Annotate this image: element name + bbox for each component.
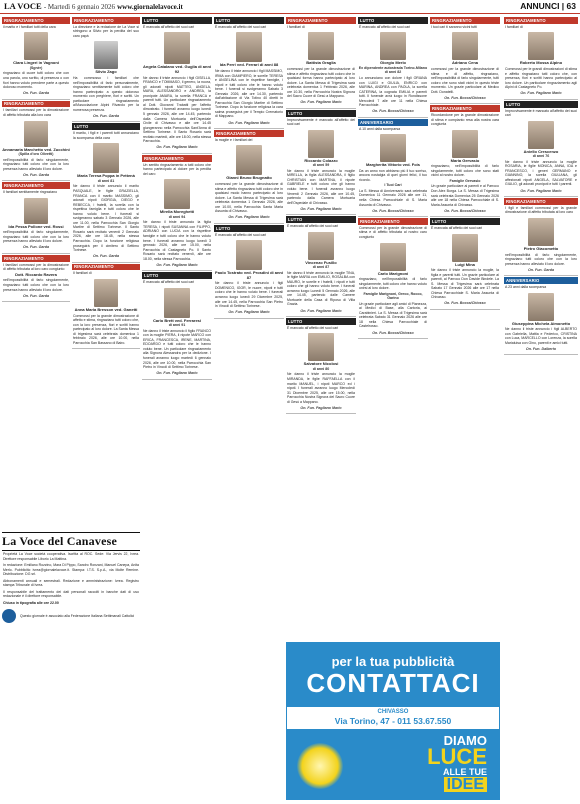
column-7: RINGRAZIAMENTO I tuoi cari ti saranno vicini tutti Adriano Cena commossi per la grande dimostrazione di stima e di affetto, ringraziano, nell'impossibilità di farlo singolarmente, tutti coloro che sono stati vicini in questo triste momento. Un grazie particolare al Medico Dott. Donatelli. On. Fun. Bocca/Chiosso RINGRAZIAMENTO Ricordandone per la grande dimostrazione di stima e compianto resa alla nostra cara congiunta Maria Gervasio ringraziamo, nell'impossibilità di farlo singolarmente, tutti coloro che sono stati vicini al nostro dolore. Famiglie Gervasio Un grazie particolare ai parenti e al Parroco Don Alex Borga. La S. Messa di Trigesima sarà celebrata Domenica 25 Gennaio 2026 alle ore 18 nella Chiesa Parrocchiale di S. Maria Assunta di Chivasso. On. Fun. Bocca/Chiosso LUTTO È mancata all'affetto dei suoi cari Luigi Mina Ne danno il triste annuncio la moglie, la figlia e parenti tutti. Un grazie particolare ai parenti, al Parroco Don Davide Bindele. La S. Messa di Trigesima sarà celebrata Sabato 17 Gennaio 2026 alle ore 17 nella Chiesa Parrocchiale S. Maria Assunta di Chivasso. On. Fun. Bocca/Chiosso — [430, 17, 500, 639]
notice-catalano: È mancata all'affetto dei suoi cari Angela Catalano ved. Guglia di anni 92 Ne danno il triste annuncio i figli GISELLA, FRANCO e TOMMASO, il genero, la nuora, gli adorati nipoti MATTEO, ANGELA, MARA, ALESSANDRO e ANDREA, la pronipote AMARA, la sorella FRANCA e parenti tutti. Un particolare ringraziamento al Dott. Giovanni Trabatti per l'affetto dimostrato. I funerali avranno luogo lunedì 5 gennaio 2026, alle ore 14.45, partendo dalla Camera Mortuaria dell'Ospedale Civile di Chivasso e alle ore 14.45 giungeranno nella Parrocchia Sant'Anna di Settimo Torinese. Il Santo Rosario sarà recitato martedì, alle ore 18.00, nella stessa Parrocchia. On. Fun. Pagliano Mario — [142, 24, 212, 154]
portrait-photo — [452, 32, 478, 60]
column-2: RINGRAZIAMENTO La direzione e la redazione de La Voce si stringono a Silvio per la perdita del suo caro papà Silvio Zago Ha commosso i familiari che nell'impossibilità di farlo personalmente, ringraziano sentitamente tutti coloro che hanno partecipato a questo doloroso momento con preghiere, fiori e scritti. Un particolare ringraziamento all'Associazione Alpini Rivarolo per la numerosa presenza. On. Fun. Garda LUTTO Il marito, i figli e i parenti tutti annunciano la scomparsa della cara Maria Teresa Poppa in Pettenà di anni 81 Ne danno il triste annuncio il marito PASQUALE, le figlie GRAZIELLA, FRANCA con il marito MASSIMO, gli adorati nipoti GIORGIA, DIEGO e REBECCA, i fratelli, la sorella con la rispettiva famiglia e tutti coloro che le hanno voluto bene. I funerali si svolgeranno sabato 3 Gennaio 2026, alle ore 11.00, nella Parrocchia San Giorgio Martire di Settimo Torinese. Il Santo Rosario sarà recitato venerdì 2 Gennaio 2026, alle ore 18.45, nella stessa Parrocchia. Dopo la funzione religiosa proseguirà per il cimitero di Settimo Torinese. On. Fun. Garda RINGRAZIAMENTO Il familiari di Anna Maria Bresson ved. Ganetti Commossi per la grande dimostrazione di affetto e stima, ringraziano tutti coloro che, con la loro presenza, fiori e scritti hanno partecipato al loro dolore. La Santa Messa di trigesima sarà celebrata domenica 1 febbraio 2026, alle ore 10.00, nella Parrocchia San Bassano di Bairo. — [72, 17, 140, 526]
portrait-photo — [528, 121, 554, 149]
notice-mina: È mancata all'affetto dei suoi cari Luigi Mina Ne danno il triste annuncio la moglie, la figlia e parenti tutti. Un grazie particolare ai parenti, al Parroco Don Davide Bindele. La S. Messa di Trigesima sarà celebrata Sabato 17 Gennaio 2026 alle ore 17 nella Chiesa Parrocchiale S. Maria Assunta di Chivasso. On. Fun. Bocca/Chiosso — [430, 225, 500, 310]
portrait-photo — [236, 240, 262, 270]
ad-header: per la tua pubblicità CONTATTACI — [287, 643, 499, 707]
notice-ravera: I familiari commossi per la dimostrazione di affetto tributata al loro caro congiunto Dott. Riccardo Ravera nell'impossibilità di farlo singolarmente, ringraziano tutti coloro che con la loro presenza hanno alleviato il loro dolore. On. Fun. Garda — [2, 262, 70, 302]
notice-mossa: I familiari di Roberto Mossa Alpino Commossi per le grandi dimostrazioni di stima e affetto ringraziano tutti coloro che, con presenza, fiori e scritti hanno partecipato al loro dolore. Un particolare ringraziamento agli Alpini di Castagneto Po. On. Fun. Pagliano Mario — [504, 24, 578, 100]
fisc-badge: Questo giornale è associato alla Federazione Italiana Settimanali Cattolici — [2, 609, 140, 623]
portrait-photo — [93, 143, 119, 173]
notice-poppa: Il marito, i figli e i parenti tutti annunciano la scomparsa della cara Maria Teresa Poppa in Pettenà di anni 81 Ne danno il triste annuncio il marito PASQUALE, le figlie GRAZIELLA, FRANCA con il marito MASSIMO, gli adorati nipoti GIORGIA, DIEGO e REBECCA, i fratelli, la sorella con la rispettiva famiglia e tutti coloro che le hanno voluto bene. I funerali si svolgeranno sabato 3 Gennaio 2026, alle ore 11.00, nella Parrocchia San Giorgio Martire di Settimo Torinese. Il Santo Rosario sarà recitato venerdì 2 Gennaio 2026, alle ore 18.45, nella stessa Parrocchia. Dopo la funzione religiosa proseguirà per il cimitero di Settimo Torinese. On. Fun. Garda — [72, 130, 140, 262]
notice-gervasio: Ricordandone per la grande dimostrazione di stima e compianto resa alla nostra cara congiunta Maria Gervasio ringraziamo, nell'impossibilità di farlo singolarmente, tutti coloro che sono stati vicini al nostro dolore. Famiglie Gervasio Un grazie particolare ai parenti e al Parroco Don Alex Borga. La S. Messa di Trigesima sarà celebrata Domenica 25 Gennaio 2026 alle ore 18 nella Chiesa Parrocchiale di S. Maria Assunta di Chivasso. On. Fun. Bocca/Chiosso — [430, 112, 500, 217]
paper-name: LA VOCE - Martedì 6 gennaio 2026 www.giornalelavoce.it — [4, 1, 183, 12]
notice-graglia: I familiari di Battista Graglia commossi per la grande dimostrazione di stima e affetto ringraziano tutti coloro che in qualsiasi forma hanno partecipato al loro dolore. La Santa Messa di Trigesima sarà celebrata domenica 1 Febbraio 2026, alle ore 10.30, nella Parrocchia Nostra Signora del Sacro Cuore di Gesù a Mappano. On. Fun. Pagliano Mario — [286, 24, 356, 109]
notice-pessa: Il familiari sentitamente ringraziano Ida Pessa Pollone ved. Rossi nell'impossibilità di farlo singolarmente, ringraziano tutti coloro che con la loro presenza hanno alleviato il loro dolore. On. Fun. Garda — [2, 189, 70, 254]
section-header: RINGRAZIAMENTO — [2, 17, 70, 24]
column-3: LUTTO È mancata all'affetto dei suoi cari Angela Catalano ved. Guglia di anni 92 Ne danno il triste annuncio i figli GISELLA, FRANCO e TOMMASO, il genero, la nuora, gli adorati nipoti MATTEO, ANGELA, MARA, ALESSANDRO e ANDREA, la pronipote AMARA, la sorella FRANCA e parenti tutti. Un particolare ringraziamento al Dott. Giovanni Trabatti per l'affetto dimostrato. I funerali avranno luogo lunedì 5 gennaio 2026, alle ore 14.45, partendo dalla Camera Mortuaria dell'Ospedale Civile di Chivasso e alle ore 14.45 giungeranno nella Parrocchia Sant'Anna di Settimo Torinese. Il Santo Rosario sarà recitato martedì, alle ore 18.00, nella stessa Parrocchia. On. Fun. Pagliano Mario RINGRAZIAMENTO Un sentito ringraziamento a tutti coloro che hanno partecipato al dolore per la perdita del caro Mirella Moreghetti di anni 94 Ne danno il triste annuncio la figlia TERESA, i nipoti SUSANNA con FILIPPO, ADRIANO con LUCIA con la rispettive famiglie e tutti coloro che le hanno voluto bene. I funerali avranno luogo lunedì 3 gennaio 2026, alle ore 15.00, nella Parrocchia di Castagneto Po. Il Santo Rosario sarà recitato venerdì, alle ore 18.00, nella stessa Parrocchia. On. Fun. Pagliano Mario LUTTO È mancato all'affetto dei suoi cari Carlo Brett ved. Ferraresi di anni 91 Ne danno il triste annuncio il figlio FRANCO con la moglie PIERA, il nipote MARCO con ERICA, FRANCESCA, IRENE, MARTINA, EDOARDO e tutti coloro che le hanno voluto bene. Un particolare ringraziamento alla Signora Alessandra per la dedizione. I funerali avranno luogo martedì 6 gennaio 2026, alle ore 10.00, nella Parrocchia San Pietro in Vincoli di Settimo Torinese. On. Fun. Pagliano Mario — [142, 17, 212, 800]
notice-marignoni: Commossi per la grande dimostrazione di stima e di affetto tributata al nostro caro congiunto Carlo Marignoni ringraziano, nell'impossibilità di farlo singolarmente, tutti coloro che hanno voluto unirsi al loro dolore. Famiglie Marignoni, Greco, Rocco, Garino Un grazie particolare agli amici di Pianezza, ai Medici di Base, alla Cartoria, ai Carabinieri. La S. Messa di Trigesima sarà celebrata Sabato 31 Gennaio 2026 alle ore 18 nella Chiesa Parrocchiale di Castelrosso. On. Fun. Bocca/Chiosso — [358, 225, 428, 339]
advertisement-box[interactable] — [286, 642, 500, 800]
notice-moreghetti: Un sentito ringraziamento a tutti coloro che hanno partecipato al dolore per la perdita del caro Mirella Moreghetti di anni 94 Ne danno il triste annuncio la figlia TERESA, i nipoti SUSANNA con FILIPPO, ADRIANO con LUCIA con la rispettive famiglie e tutti coloro che le hanno voluto bene. I funerali avranno luogo lunedì 3 gennaio 2026, alle ore 15.00, nella Parrocchia di Castagneto Po. Il Santo Rosario sarà recitato venerdì, alle ore 18.00, nella stessa Parrocchia. On. Fun. Pagliano Mario — [142, 162, 212, 272]
ad-slogan: DIAMO LUCE ALLE TUE IDEE — [427, 733, 487, 793]
notice-cena: I tuoi cari ti saranno vicini tutti Adriano Cena commossi per la grande dimostrazione di stima e di affetto, ringraziano, nell'impossibilità di farlo singolarmente, tutti coloro che sono stati vicini in questo triste momento. Un grazie particolare al Medico Dott. Donatelli. On. Fun. Bocca/Chiosso — [430, 24, 500, 104]
section-label: ANNUNCI | 63 — [520, 1, 576, 12]
portrait-photo — [308, 333, 334, 361]
notice-zago: La direzione e la redazione de La Voce si stringono a Silvio per la perdita del suo caro papà Silvio Zago Ha commosso i familiari che nell'impossibilità di farlo personalmente, ringraziano sentitamente tutti coloro che hanno partecipato a questo doloroso momento con preghiere, fiori e scritti. Un particolare ringraziamento all'Associazione Alpini Rivarolo per la numerosa presenza. On. Fun. Garda — [72, 24, 140, 123]
notice-nicolosi: È mancato all'affetto dei suoi cari Salvatore Nicolosi di anni 80 Ne danno il triste annuncio la moglie MIRANDA, le figlie RAFFAELLA con il marito MANUEL, i nipoti MARCO ed i nipoti. I funerali avranno luogo Mercoledì 31 Dicembre 2025, alle ore 15.00, nella Parrocchia Nostra Signora del Sacro Cuore di Gesù a Mappano. On. Fun. Pagliano Mario — [286, 325, 356, 414]
masthead-box: La Voce del Canavese Proprietà La Voce società cooperativa. Iscritta al ROC. Sede: Via Jervis 22, Ivrea. Direttore responsabile Liborio La Mattina. In redazione: Emiliano Rozzino, Mara Di Pippo, Sandro Ronzani, Manuel Canepa, Anita Merlo. Pubblicità: ivrea@giornalelavoce.it. Stampa: I.T.S. S.p.A., via Molte Remine. Distribuzione: DG srl. Abbonamenti annuali e semestrali. Redazione e amministrazione: Ivrea. Registro stampa Tribunale di Ivrea. Il responsabile del trattamento dei dati personali raccolti in banche dati di uso redazionale è il direttore responsabile. Chiuso in tipografia alle ore 22.00 Questo giornale è associato alla Federazione Italiana Settimanali Cattolici — [2, 530, 140, 800]
masthead-title: La Voce del Canavese — [2, 532, 140, 551]
notice-perri: È mancato all'affetto dei suoi cari Ida Perri ved. Ferrari di anni 88 Ne danno il triste annuncio i figli MASSIMO, IRMA con GIAMPIERO, le sorelle TERESA e ANGELINA con le rispettive famiglie, i nipoti e tutti coloro che le hanno voluto bene. I funerali si svolgeranno Sabato 3 Gennaio 2026, alle ore 14.30, partendo dall'abitazione di Via Totino 40 diretti in Parrocchia San Giorgio Martire di Settimo Torinese. Dopo la funzione religiosa la cara salma proseguirà per il Tempio Crematorio di Mappano. On. Fun. Pagliano Mario — [214, 24, 284, 129]
portrait-photo — [528, 32, 554, 60]
portrait-photo — [380, 134, 406, 162]
column-4: LUTTO È mancato all'affetto dei suoi cari Ida Perri ved. Ferrari di anni 88 Ne danno il triste annuncio i figli MASSIMO, IRMA con GIAMPIERO, le sorelle TERESA e ANGELINA con le rispettive famiglie, i nipoti e tutti coloro che le hanno voluto bene. I funerali si svolgeranno Sabato 3 Gennaio 2026, alle ore 14.30, partendo dall'abitazione di Via Totino 40 diretti in Parrocchia San Giorgio Martire di Settimo Torinese. Dopo la funzione religiosa la cara salma proseguirà per il Tempio Crematorio di Mappano. On. Fun. Pagliano Mario RINGRAZIAMENTO la moglie e i familiari del Gianni Bruno Brugnatto commossi per la grande dimostrazione di stima e affetto ringraziano tutti coloro che in qualsiasi modo hanno partecipato al loro dolore. La Santa Messa di Trigesima sarà celebrata domenica 1 Gennaio 2026, alle ore 10.00, nella Parrocchia Santa Maria Assunta di Chivasso. On. Fun. Pagliano Mario LUTTO È mancato all'affetto dei suoi cari Paolo Tostrato ved. Prosdini di anni 87 Ne danno il triste annuncio i figli DOMENICO, IGOR, le nuore, nipoti e tutti coloro che le hanno voluto bene. I funerali avranno luogo lunedì 29 Dicembre 2025, alle ore 14.45, nella Parrocchia San Pietro in Vincoli di Settimo Torinese. On. Fun. Pagliano Mario — [214, 17, 284, 800]
portrait-photo — [164, 179, 190, 209]
portrait-photo — [308, 232, 334, 260]
portrait-photo — [24, 32, 48, 60]
notice-fusillo: È mancato all'affetto dei suoi cari Vincenzo Fusillo di anni 87 Ne danno il triste annuncio la moglie TINA, le figlie MARIA con EMILIO, ROSALBA con MAURO, le sorelle e i fratelli, i nipoti e tutti coloro che gli hanno voluto bene. I funerali avranno luogo Lunedì 5 Gennaio 2026, alle ore 14.45, partendo dalle Camere Mortuarie della Casa di Riposo di Villa Grazia. On. Fun. Pagliano Mario — [286, 223, 356, 317]
notice-bresson: Il familiari di Anna Maria Bresson ved. Ganetti Commossi per la grande dimostrazione di affetto e stima, ringraziano tutti coloro che, con la loro presenza, fiori e scritti hanno partecipato al loro dolore. La Santa Messa di trigesima sarà celebrata domenica 1 febbraio 2026, alle ore 10.00, nella Parrocchia San Bassano di Bairo. — [72, 270, 140, 349]
portrait-photo — [94, 279, 118, 307]
notice-colazzo: Improvvisamente è mancato all'affetto dei suoi cari Riccardo Colazzo di anni 59 Ne danno il triste annuncio la moglie MIRELLA, la figlia ALESSANDRA, il figlio CHRISTIAN con MARTINA, il nipote GABRIELE e tutti coloro che gli hanno voluto bene. I funerali avranno luogo Venerdì 2 Gennaio 2026, alle ore 10.45, partendo dalla Camera Mortuaria dell'Ospedale di Chivasso. On. Fun. Pagliano Mario — [286, 117, 356, 216]
notice-merlo: È mancato all'affetto dei suoi cari Giorgio Merlo Ex dipendente autostrada Torino-Milano di anni 82 Lo annunciano con dolore i figli ORIANA con LUIGI e GIULIA, ENRICO con MARINA, ANDREA con PAOLA, la sorella CATERINA, la cognata EMILIA e parenti tutti. Il funerale avrà luogo in Rondissone Mercoledì 7 alle ore 11 nella Chiesa Parrocchiale. On. Fun. Bocca/Chiosso — [358, 24, 428, 118]
column-1: RINGRAZIAMENTO il marito e i familiari tutti della cara Clara Lingeri in Vagnoni (Sgnèr) ringraziano di cuore tutti coloro che con una parola, uno scritto, di presenza o con fiori hanno voluto prendere parte a questo doloroso momento. On. Fun. Garda RINGRAZIAMENTO I familiari commossi per la dimostrazione di affetto tributata alla loro cara Annamaria Marchetto ved. Zucchini (Spilla d'oro Olivetti) nell'impossibilità di farlo singolarmente, ringraziano tutti coloro che con la loro presenza hanno alleviato il loro dolore. On. Fun. Garda RINGRAZIAMENTO Il familiari sentitamente ringraziano Ida Pessa Pollone ved. Rossi nell'impossibilità di farlo singolarmente, ringraziano tutti coloro che con la loro presenza hanno alleviato il loro dolore. On. Fun. Garda RINGRAZIAMENTO I familiari commossi per la dimostrazione di affetto tributata al loro caro congiunto Dott. Riccardo Ravera nell'impossibilità di farlo singolarmente, ringraziano tutti coloro che con la loro presenza hanno alleviato il loro dolore. On. Fun. Garda — [2, 17, 70, 800]
portrait-photo — [308, 32, 334, 60]
portrait-photo — [24, 198, 48, 224]
portrait-photo — [236, 32, 262, 62]
column-8: RINGRAZIAMENTO I familiari di Roberto Mossa Alpino Commossi per le grandi dimostrazioni di stima e affetto ringraziano tutti coloro che, con presenza, fiori e scritti hanno partecipato al loro dolore. Un particolare ringraziamento agli Alpini di Castagneto Po. On. Fun. Pagliano Mario LUTTO Improvvisamente è mancato all'affetto dei suoi cari Aniello Crescenzo di anni 76 Ne danno il triste annuncio la moglie ROSARIA, le figlie MONICA, ANNA, IDA e FRANCESCO, i generi GERMANO e GIANNINO, la sorella GIULIANA, gli affezionati nipoti ANGELA, SALVATORE e GIULIO, gli adorati pronipoti e tutti i parenti. On. Fun. Pagliano Mario RINGRAZIAMENTO I figli e familiari commossi per la grande dimostrazione di affetto tributata al loro caro Pietro Giacometto nell'impossibilità di farlo singolarmente, ringraziano tutti coloro che con la loro presenza hanno alleviato il loro dolore. On. Fun. Garda ANNIVERSARIO A 23 anni dalla scomparsa Giuseppina Michela Aimonetto Ne danno il triste annuncio i figli ALBERTO con Gabriella, Mattia e Federico, CRISTINA con Luca, MARCELLO con Lorenza, la sorella Marialuisa con Gino, parenti e amici tutti. On. Fun. Dalberto — [504, 17, 578, 800]
ad-slogan-area — [287, 729, 499, 799]
portrait-photo — [380, 243, 406, 271]
portrait-photo — [94, 41, 118, 69]
portrait-photo — [24, 121, 48, 147]
notice-brugnatto: la moglie e i familiari del Gianni Bruno Brugnatto commossi per la grande dimostrazione di stima e affetto ringraziano tutti coloro che in qualsiasi modo hanno partecipato al loro dolore. La Santa Messa di Trigesima sarà celebrata domenica 1 Gennaio 2026, alle ore 10.00, nella Parrocchia Santa Maria Assunta di Chivasso. On. Fun. Pagliano Mario — [214, 137, 284, 224]
portrait-photo — [164, 288, 190, 318]
portrait-photo — [236, 145, 262, 175]
notice-brett: È mancato all'affetto dei suoi cari Carlo Brett ved. Ferraresi di anni 91 Ne danno il triste annuncio il figlio FRANCO con la moglie PIERA, il nipote MARCO con ERICA, FRANCESCA, IRENE, MARTINA, EDOARDO e tutti coloro che le hanno voluto bene. Un particolare ringraziamento alla Signora Alessandra per la dedizione. I funerali avranno luogo martedì 6 gennaio 2026, alle ore 10.00, nella Parrocchia San Pietro in Vincoli di Settimo Torinese. On. Fun. Pagliano Mario — [142, 279, 212, 380]
notice-lingeri: il marito e i familiari tutti della cara Clara Lingeri in Vagnoni (Sgnèr) ringraziano di cuore tutti coloro che con una parola, uno scritto, di presenza o con fiori hanno voluto prendere parte a questo doloroso momento. On. Fun. Garda — [2, 24, 70, 100]
notice-vittorio: A 10 anni dalla scomparsa Margherita Vittorio ved. Fois Da un anno non abbiamo più il tuo sorriso, ancora nostalgia di quei giorni felici, il tuo ricordo. I Tuoi Cari La S. Messa di Anniversario sarà celebrata Domenica 11 Gennaio 2026 alle ore 11, nella Chiesa Parrocchiale di S. Maria Assunta di Chivasso. On. Fun. Bocca/Chiosso — [358, 126, 428, 217]
notice-giacometto: I figli e familiari commossi per la grande dimostrazione di affetto tributata al loro caro Pietro Giacometto nell'impossibilità di farlo singolarmente, ringraziano tutti coloro che con la loro presenza hanno alleviato il loro dolore. On. Fun. Garda — [504, 205, 578, 276]
column-5: RINGRAZIAMENTO I familiari di Battista Graglia commossi per la grande dimostrazione di stima e affetto ringraziano tutti coloro che in qualsiasi forma hanno partecipato al loro dolore. La Santa Messa di Trigesima sarà celebrata domenica 1 Febbraio 2026, alle ore 10.30, nella Parrocchia Nostra Signora del Sacro Cuore di Gesù a Mappano. On. Fun. Pagliano Mario LUTTO Improvvisamente è mancato all'affetto dei suoi cari Riccardo Colazzo di anni 59 Ne danno il triste annuncio la moglie MIRELLA, la figlia ALESSANDRA, il figlio CHRISTIAN con MARTINA, il nipote GABRIELE e tutti coloro che gli hanno voluto bene. I funerali avranno luogo Venerdì 2 Gennaio 2026, alle ore 10.45, partendo dalla Camera Mortuaria dell'Ospedale di Chivasso. On. Fun. Pagliano Mario LUTTO È mancato all'affetto dei suoi cari Vincenzo Fusillo di anni 87 Ne danno il triste annuncio la moglie TINA, le figlie MARIA con EMILIO, ROSALBA con MAURO, le sorelle e i fratelli, i nipoti e tutti coloro che gli hanno voluto bene. I funerali avranno luogo Lunedì 5 Gennaio 2026, alle ore 14.45, partendo dalle Camere Mortuarie della Casa di Riposo di Villa Grazia. On. Fun. Pagliano Mario LUTTO È mancato all'affetto dei suoi cari Salvatore Nicolosi di anni 80 Ne danno il triste annuncio la moglie MIRANDA, le figlie RAFFAELLA con il marito MANUEL, i nipoti MARCO ed i nipoti. I funerali avranno luogo Mercoledì 31 Dicembre 2025, alle ore 15.00, nella Parrocchia Nostra Signora del Sacro Cuore di Gesù a Mappano. On. Fun. Pagliano Mario — [286, 17, 356, 639]
ad-address: CHIVASSO Via Torino, 47 - 011 53.67.550 — [287, 707, 499, 729]
portrait-photo — [452, 130, 478, 158]
notice-crescenzo: Improvvisamente è mancato all'affetto dei suoi cari Aniello Crescenzo di anni 76 Ne danno il triste annuncio la moglie ROSARIA, le figlie MONICA, ANNA, IDA e FRANCESCO, i generi GERMANO e GIANNINO, la sorella GIULIANA, gli affezionati nipoti ANGELA, SALVATORE e GIULIO, gli adorati pronipoti e tutti i parenti. On. Fun. Pagliano Mario — [504, 108, 578, 197]
portrait-photo — [528, 293, 554, 321]
notice-marchetto: I familiari commossi per la dimostrazione di affetto tributata alla loro cara Annamaria Marchetto ved. Zucchini (Spilla d'oro Olivetti) nell'impossibilità di farlo singolarmente, ringraziano tutti coloro che con la loro presenza hanno alleviato il loro dolore. On. Fun. Garda — [2, 107, 70, 181]
fisc-logo-icon — [2, 609, 16, 623]
column-6: LUTTO È mancato all'affetto dei suoi cari Giorgio Merlo Ex dipendente autostrada Torino-Milano di anni 82 Lo annunciano con dolore i figli ORIANA con LUIGI e GIULIA, ENRICO con MARINA, ANDREA con PAOLA, la sorella CATERINA, la cognata EMILIA e parenti tutti. Il funerale avrà luogo in Rondissone Mercoledì 7 alle ore 11 nella Chiesa Parrocchiale. On. Fun. Bocca/Chiosso ANNIVERSARIO A 10 anni dalla scomparsa Margherita Vittorio ved. Fois Da un anno non abbiamo più il tuo sorriso, ancora nostalgia di quei giorni felici, il tuo ricordo. I Tuoi Cari La S. Messa di Anniversario sarà celebrata Domenica 11 Gennaio 2026 alle ore 11, nella Chiesa Parrocchiale di S. Maria Assunta di Chivasso. On. Fun. Bocca/Chiosso RINGRAZIAMENTO Commossi per la grande dimostrazione di stima e di affetto tributata al nostro caro congiunto Carlo Marignoni ringraziano, nell'impossibilità di farlo singolarmente, tutti coloro che hanno voluto unirsi al loro dolore. Famiglie Marignoni, Greco, Rocco, Garino Un grazie particolare agli amici di Pianezza, ai Medici di Base, alla Cartoria, ai Carabinieri. La S. Messa di Trigesima sarà celebrata Sabato 31 Gennaio 2026 alle ore 18 nella Chiesa Parrocchiale di Castelrosso. On. Fun. Bocca/Chiosso — [358, 17, 428, 639]
notice-aimonetto: A 23 anni dalla scomparsa Giuseppina Michela Aimonetto Ne danno il triste annuncio i figli ALBERTO con Gabriella, Mattia e Federico, CRISTINA con Luca, MARCELLO con Lorenza, la sorella Marialuisa con Gino, parenti e amici tutti. On. Fun. Dalberto — [504, 284, 578, 355]
portrait-photo — [164, 32, 190, 64]
portrait-photo — [528, 218, 554, 246]
page-header — [0, 0, 580, 14]
portrait-photo — [452, 234, 478, 262]
portrait-photo — [380, 32, 406, 60]
notice-tostrato: È mancato all'affetto dei suoi cari Paolo Tostrato ved. Prosdini di anni 87 Ne danno il triste annuncio i figli DOMENICO, IGOR, le nuore, nipoti e tutti coloro che le hanno voluto bene. I funerali avranno luogo lunedì 29 Dicembre 2025, alle ore 14.45, nella Parrocchia San Pietro in Vincoli di Settimo Torinese. On. Fun. Pagliano Mario — [214, 232, 284, 319]
portrait-photo — [308, 130, 334, 158]
lightbulb-icon — [297, 743, 343, 789]
